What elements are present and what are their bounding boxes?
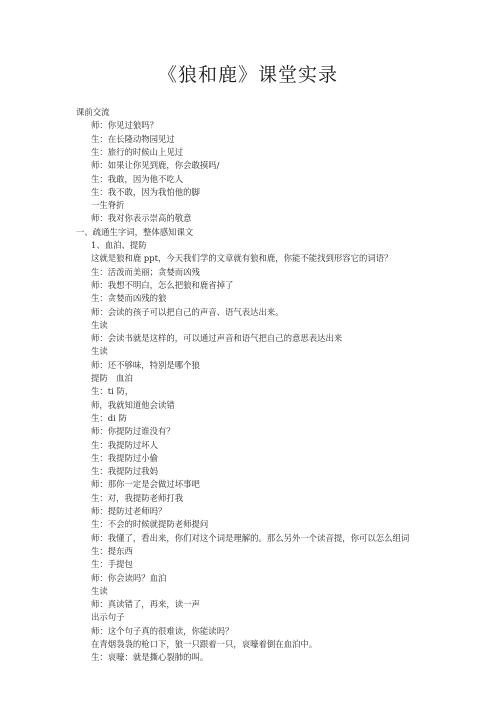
dialogue-line: 生：贪婪而凶残的狼 bbox=[91, 293, 167, 304]
dialogue-line: 生：我提防过坏人 bbox=[91, 439, 158, 450]
dialogue-line: 师，我就知道他会读错 bbox=[91, 399, 175, 410]
dialogue-line: 师：还不够味，特别是哪个狼 bbox=[91, 359, 200, 370]
section-heading: 一、疏通生字词，整体感知课文 bbox=[76, 226, 194, 237]
dialogue-line: 一生脊折 bbox=[91, 200, 125, 211]
dialogue-line: 师：你提防过谁没有？ bbox=[91, 426, 175, 437]
dialogue-line: 师：你见过狼吗？ bbox=[91, 120, 158, 131]
dialogue-line: 生：我提防过小偷 bbox=[91, 452, 158, 463]
dialogue-line: 师：我对你表示崇高的敬意 bbox=[91, 213, 192, 224]
dialogue-line: 生：不会的时候就提防老师提问 bbox=[91, 519, 209, 530]
dialogue-line: 生：我敢，因为他不吃人 bbox=[91, 173, 184, 184]
dialogue-line: 生：活泼而美丽；贪婪而凶残 bbox=[91, 266, 200, 277]
dialogue-line: 这就是狼和鹿 ppt，今天我们学的文章就有狼和鹿，你能不能找到形容它的词语？ bbox=[91, 253, 393, 264]
dialogue-line: 生：在长隆动物园见过 bbox=[91, 133, 175, 144]
dialogue-line: 生：对，我提防老师打我 bbox=[91, 492, 184, 503]
dialogue-line: 出示句子 bbox=[91, 612, 125, 623]
dialogue-line: 提防 血泊 bbox=[91, 373, 133, 383]
dialogue-line: 师：如果让你见到鹿，你会敢摸吗/ bbox=[91, 160, 220, 171]
dialogue-line: 师：会读的孩子可以把自己的声音、语气表达出来。 bbox=[91, 306, 284, 317]
dialogue-line: 师：我想不明白，怎么把狼和鹿省掉了 bbox=[91, 279, 234, 290]
dialogue-line: 生：提东西 bbox=[91, 545, 133, 556]
dialogue-line: 师：这个句子真的很难读，你能读吗？ bbox=[91, 625, 234, 636]
dialogue-line: 师：那你一定是会做过坏事吧 bbox=[91, 479, 200, 490]
dialogue-line: 生：我提防过我妈 bbox=[91, 466, 158, 477]
dialogue-line: 生：手提包 bbox=[91, 559, 133, 570]
dialogue-line: 生读 bbox=[91, 319, 108, 330]
dialogue-line: 生：ti 防， bbox=[91, 386, 134, 397]
section-heading: 课前交流 bbox=[76, 107, 110, 117]
dialogue-line: 生：di 防 bbox=[91, 412, 127, 423]
dialogue-line: 生读 bbox=[91, 346, 108, 357]
dialogue-line: 师：你会读吗？血泊 bbox=[91, 572, 167, 583]
dialogue-line: 师：会读书就是这样的，可以通过声音和语气把自己的意思表达出来 bbox=[91, 333, 343, 344]
dialogue-line: 师：我懂了，看出来，你们对这个词是理解的。那么另外一个读音提，你可以怎么组词 bbox=[91, 532, 410, 543]
dialogue-line: 生：哀嚎：就是撕心裂肺的叫。 bbox=[91, 652, 209, 663]
dialogue-line: 生读 bbox=[91, 585, 108, 596]
dialogue-line: 师：真读错了，再来，读一声 bbox=[91, 599, 200, 610]
dialogue-line: 在青烟袅袅的枪口下，狼一只跟着一只，哀嚎着倒在血泊中。 bbox=[91, 639, 318, 649]
dialogue-line: 1、血泊、提防 bbox=[91, 240, 147, 250]
dialogue-line: 师：提防过老师吗？ bbox=[91, 506, 167, 516]
dialogue-line: 生：我不敢，因为我怕他的脚 bbox=[91, 186, 200, 197]
page-title: 《狼和鹿》课堂实录 bbox=[157, 64, 338, 86]
dialogue-line: 生：旅行的时候山上见过 bbox=[91, 146, 184, 157]
